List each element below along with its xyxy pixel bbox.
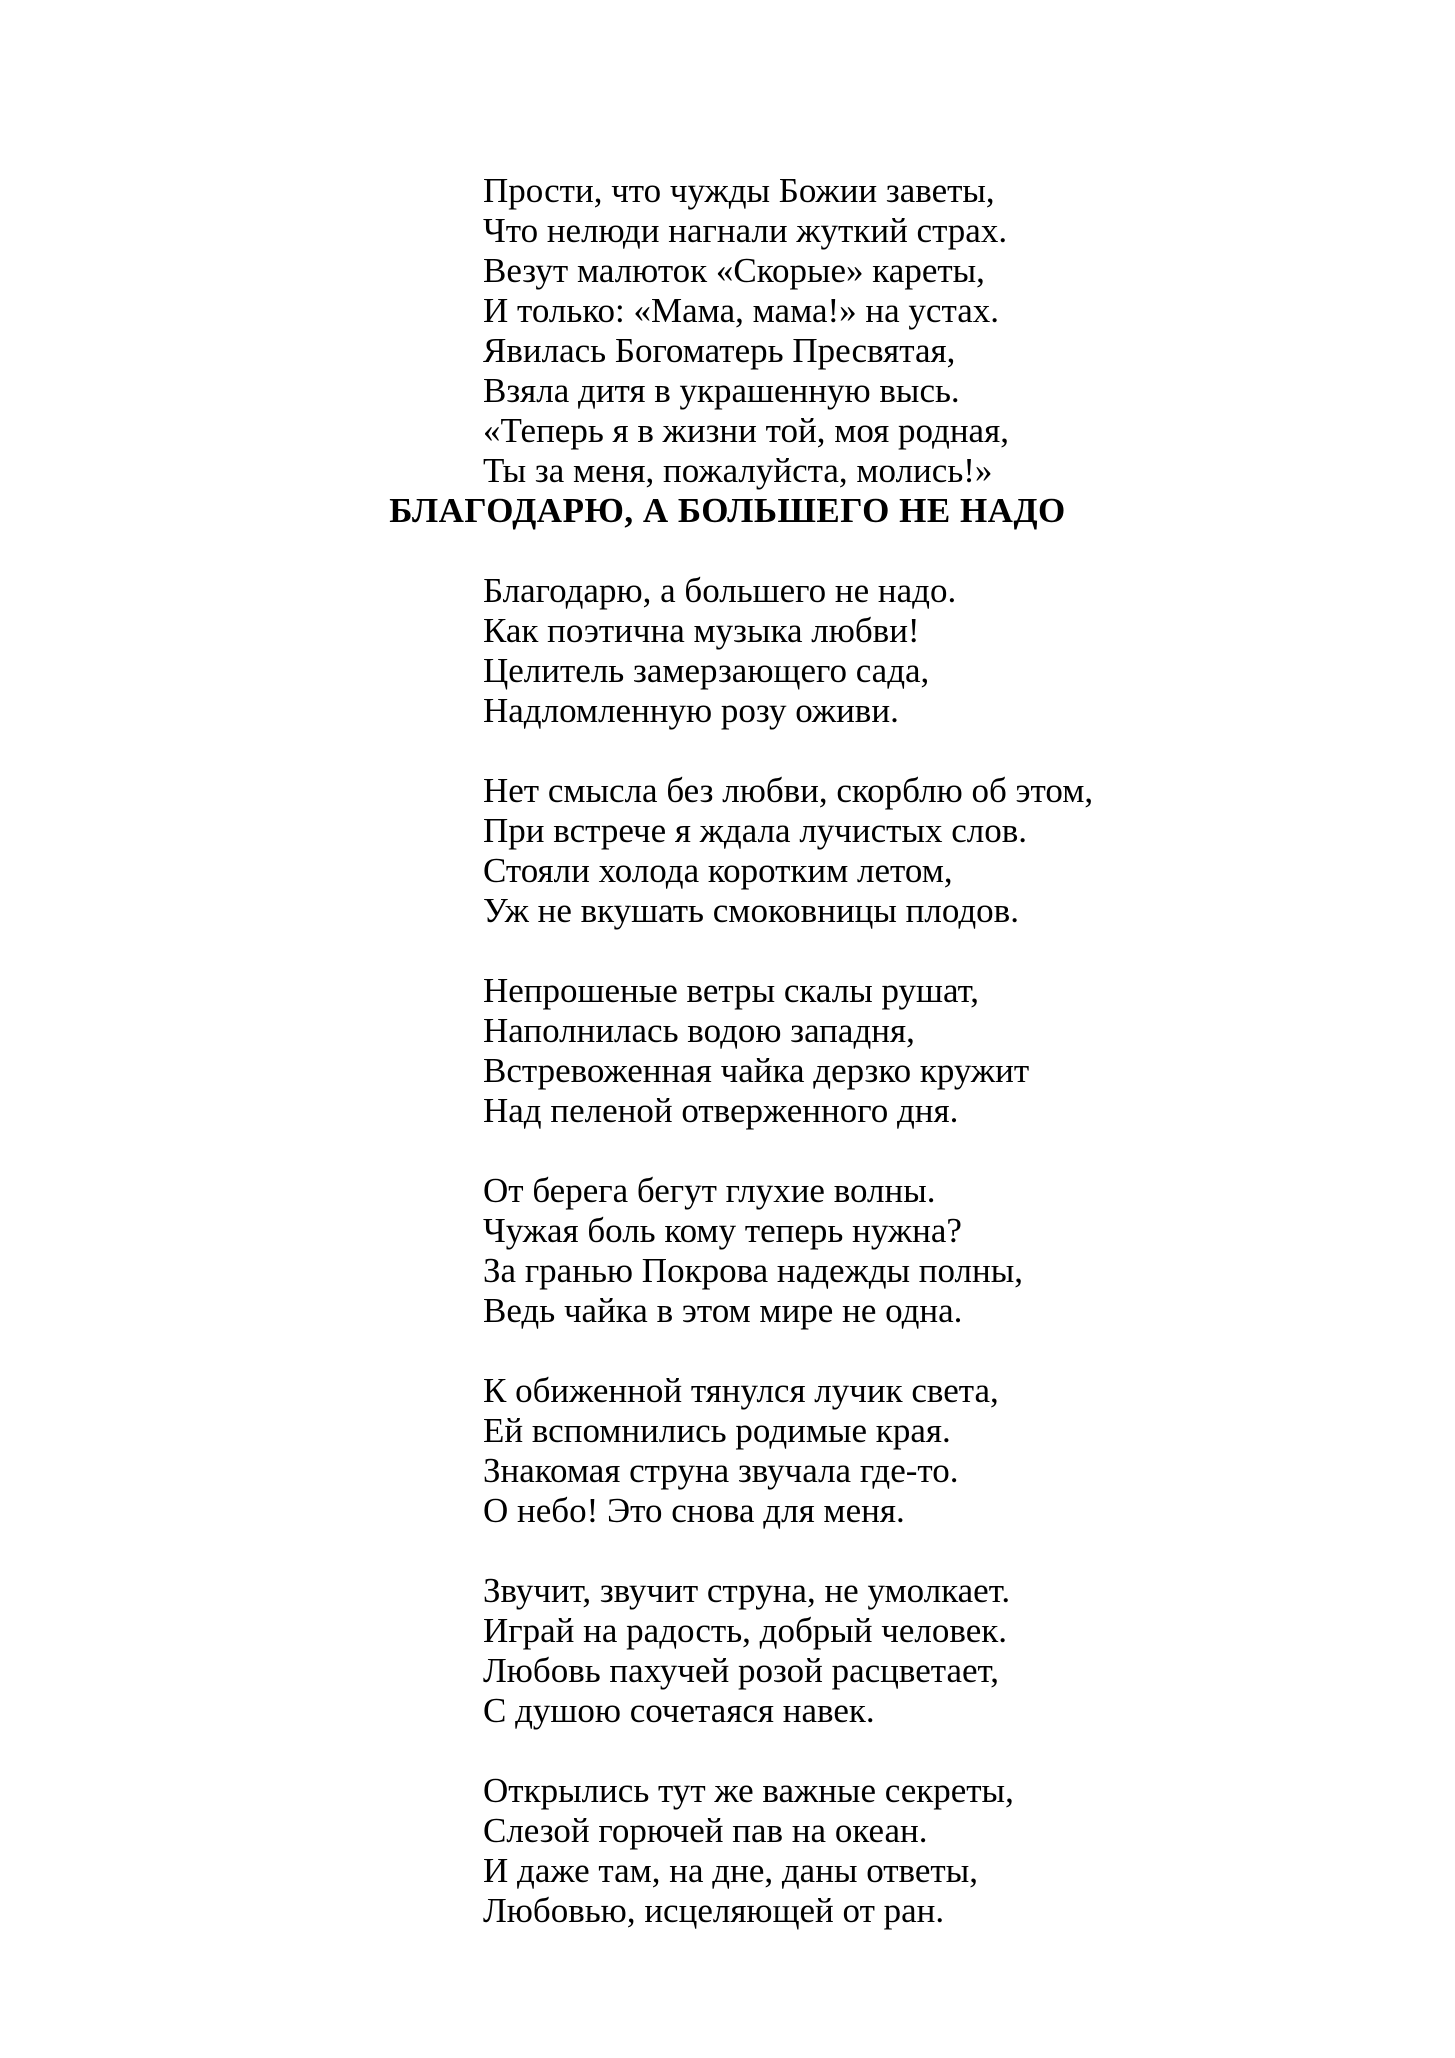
preceding-stanza	[0, 171, 1455, 491]
poem-line: Что нелюди нагнали жуткий страх.	[483, 211, 1008, 250]
poem-line: Уж не вкушать смоковницы плодов.	[483, 891, 1019, 930]
stanza-6	[0, 1571, 1455, 1731]
poem-line: Чужая боль кому теперь нужна?	[483, 1211, 962, 1250]
poem-line: «Теперь я в жизни той, моя родная,	[483, 411, 1009, 450]
poem-line: И даже там, на дне, даны ответы,	[483, 1851, 978, 1890]
poem-line: Нет смысла без любви, скорблю об этом,	[483, 771, 1094, 810]
stanza-4	[0, 1171, 1455, 1331]
stanza-5	[0, 1371, 1455, 1531]
poem-line: Стояли холода коротким летом,	[483, 851, 953, 890]
stanza-1	[0, 571, 1455, 731]
poem-title: БЛАГОДАРЮ, А БОЛЬШЕГО НЕ НАДО	[389, 491, 1066, 530]
poem-line: Как поэтична музыка любви!	[483, 611, 920, 650]
poem-line: Наполнилась водою западня,	[483, 1011, 915, 1050]
poem-line: К обиженной тянулся лучик света,	[483, 1371, 999, 1410]
poem-line: О небо! Это снова для меня.	[483, 1491, 905, 1530]
poem-line: Целитель замерзающего сада,	[483, 651, 930, 690]
poem-line: Ты за меня, пожалуйста, молись!»	[483, 451, 993, 490]
poem-line: Прости, что чужды Божии заветы,	[483, 171, 995, 210]
poem-line: Явилась Богоматерь Пресвятая,	[483, 331, 956, 370]
poem-line: Любовь пахучей розой расцветает,	[483, 1651, 999, 1690]
poem-line: Слезой горючей пав на океан.	[483, 1811, 928, 1850]
poem-line: При встрече я ждала лучистых слов.	[483, 811, 1027, 850]
stanza-3	[0, 971, 1455, 1131]
poem-line: Знакомая струна звучала где-то.	[483, 1451, 959, 1490]
poem-line: Встревоженная чайка дерзко кружит	[483, 1051, 1030, 1090]
poem-line: Благодарю, а большего не надо.	[483, 571, 957, 610]
poem-line: Ей вспомнились родимые края.	[483, 1411, 951, 1450]
poem-line: Открылись тут же важные секреты,	[483, 1771, 1014, 1810]
poem-line: Звучит, звучит струна, не умолкает.	[483, 1571, 1011, 1610]
poem-line: Непрошеные ветры скалы рушат,	[483, 971, 980, 1010]
poem-line: Везут малюток «Скорые» кареты,	[483, 251, 985, 290]
stanza-7	[0, 1771, 1455, 1931]
poem-line: Ведь чайка в этом мире не одна.	[483, 1291, 963, 1330]
poem-line: И только: «Мама, мама!» на устах.	[483, 291, 999, 330]
poem-line: Над пеленой отверженного дня.	[483, 1091, 959, 1130]
poem-line: Играй на радость, добрый человек.	[483, 1611, 1007, 1650]
poem-line: От берега бегут глухие волны.	[483, 1171, 936, 1210]
poem-line: За гранью Покрова надежды полны,	[483, 1251, 1024, 1290]
stanza-2	[0, 771, 1455, 931]
poem-line: Любовью, исцеляющей от ран.	[483, 1891, 945, 1930]
poem-line: Надломленную розу оживи.	[483, 691, 899, 730]
poem-line: С душою сочетаяся навек.	[483, 1691, 875, 1730]
poem-line: Взяла дитя в украшенную высь.	[483, 371, 960, 410]
